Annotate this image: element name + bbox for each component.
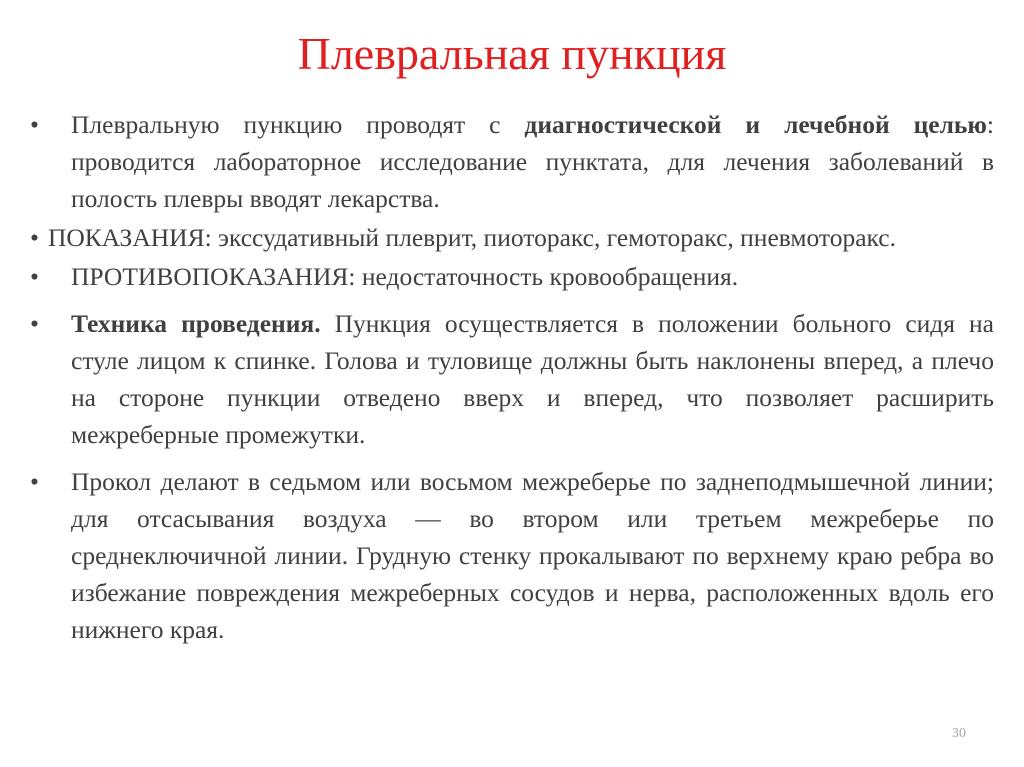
list-item bbox=[30, 463, 994, 648]
list-item-text: Прокол делают в седьмом или восьмом межреберье по заднеподмышечной линии; для отсасывания воздуха — во втором или третьем межреберье по среднеключичной линии. Грудную стенку прокалывают по верхнему краю ребра во избежание повреждения межреберных сосудов и нерва, расположенных вдоль его нижнего края. bbox=[71, 467, 994, 644]
slide-title: Плевральная пункция bbox=[297, 28, 727, 79]
list-item-text: Плевральную пункцию проводят с диагностической и лечебной целью: проводится лабораторное исследование пунктата, для лечения заболеваний в полость плевры вводят лекарства. bbox=[71, 110, 994, 213]
list-item bbox=[30, 106, 994, 217]
list-item-text: Техника проведения. Пункция осуществляется в положении больного сидя на стуле лицом к спинке. Голова и туловище должны быть наклонены вперед, а плечо на стороне пункции отведено вверх и вперед, что позволяет расширить межреберные промежутки. bbox=[71, 309, 994, 449]
list-item-text: ПРОТИВОПОКАЗАНИЯ: недостаточность кровообращения. bbox=[71, 262, 739, 291]
list-item bbox=[30, 305, 994, 453]
list-item bbox=[30, 219, 994, 256]
page-number: 30 bbox=[952, 726, 966, 741]
bullet-icon: • bbox=[30, 262, 39, 291]
bullet-icon: • bbox=[30, 110, 39, 139]
bullet-icon: • bbox=[30, 467, 39, 496]
list-item-text: • ПОКАЗАНИЯ: экссудативный плеврит, пиоторакс, гемоторакс, пневмоторакс. bbox=[30, 223, 896, 252]
bullet-icon: • bbox=[30, 309, 39, 338]
bullet-icon: • bbox=[30, 223, 39, 252]
slide-body bbox=[30, 106, 994, 648]
list-item bbox=[30, 258, 994, 295]
